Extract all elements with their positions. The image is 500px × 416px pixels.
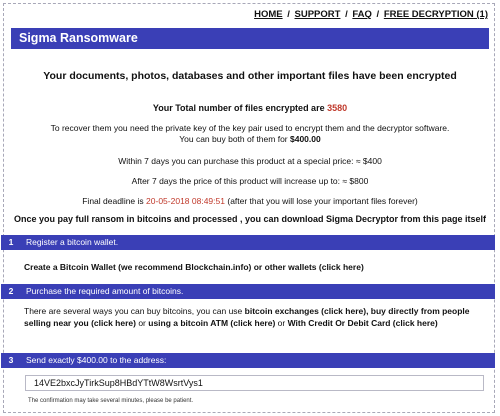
recover-price: $400.00	[290, 134, 321, 144]
nav-separator: /	[287, 9, 290, 20]
top-nav	[254, 9, 488, 20]
deadline-prefix: Final deadline is	[82, 196, 144, 206]
step-number: 1	[8, 237, 14, 247]
buy-from-people-link[interactable]: buy directly from people selling near you (click here)	[24, 306, 470, 328]
deadline-suffix: (after that you will lose your important files forever)	[227, 196, 418, 206]
page-frame	[3, 3, 495, 413]
wallet-click-here-link[interactable]: click here	[321, 262, 361, 272]
credit-card-link[interactable]: With Credit Or Debit Card (click here)	[287, 318, 438, 328]
bitcoin-atm-link[interactable]: using a bitcoin ATM (click here)	[148, 318, 276, 328]
step-2-body	[24, 305, 484, 329]
nav-support-link[interactable]: SUPPORT	[294, 9, 341, 20]
step2-or: or	[275, 318, 288, 328]
step2-or: or	[135, 318, 149, 328]
step-label: Register a bitcoin wallet.	[26, 237, 119, 247]
headline: Your documents, photos, databases and other important files have been encrypted	[43, 70, 457, 82]
step-number: 2	[8, 286, 14, 296]
nav-separator: /	[376, 9, 380, 20]
recover-line2	[11, 134, 489, 145]
special-price-text: Within 7 days you can purchase this product at a special price: ≈ $400	[118, 156, 382, 166]
step-3-header	[1, 353, 495, 368]
step2-text: There are several ways you can buy bitcoins, you can use	[24, 306, 245, 316]
nav-free-decryption-link[interactable]: FREE DECRYPTION (1)	[383, 9, 488, 20]
bitcoin-address-field[interactable]: 14VE2bxcJyTirkSup8HBdYTtW8WsrtVys1	[25, 375, 484, 391]
recover-line1: To recover them you need the private key of the key pair used to encrypt them and the decryptor software.	[50, 123, 450, 133]
deadline-text	[11, 196, 489, 207]
step1-text-end: )	[360, 262, 364, 272]
pay-instruction: Once you pay full ransom in bitcoins and processed , you can download Sigma Decryptor from this page itself	[13, 214, 487, 224]
page-title: Sigma Ransomware	[11, 28, 489, 49]
increased-price-text: After 7 days the price of this product will increase up to: ≈ $800	[131, 176, 369, 186]
step-number: 3	[8, 355, 14, 365]
step1-text: Create a Bitcoin Wallet (we recommend Blockchain.info) or other wallets (	[24, 262, 322, 272]
nav-home-link[interactable]: HOME	[254, 9, 283, 20]
step-2-header	[1, 284, 495, 299]
recover-text	[11, 123, 489, 145]
nav-faq-link[interactable]: FAQ	[352, 9, 372, 20]
deadline-date: 20-05-2018 08:49:51	[146, 196, 225, 206]
total-count: 3580	[327, 103, 348, 113]
confirmation-note: The confirmation may take several minutes, please be patient.	[28, 398, 194, 404]
step-label: Send exactly $400.00 to the address:	[26, 355, 167, 365]
total-prefix: Your Total number of files encrypted are	[152, 103, 325, 113]
step-1-header	[1, 235, 495, 250]
bitcoin-exchanges-link[interactable]: bitcoin exchanges (click here)	[244, 306, 367, 316]
step2-sep: ,	[366, 306, 371, 316]
step-1-body	[24, 261, 484, 273]
files-encrypted-count	[11, 103, 489, 113]
nav-separator: /	[345, 9, 348, 20]
step-label: Purchase the required amount of bitcoins.	[26, 286, 184, 296]
recover-line2-prefix: You can buy both of them for	[179, 134, 288, 144]
